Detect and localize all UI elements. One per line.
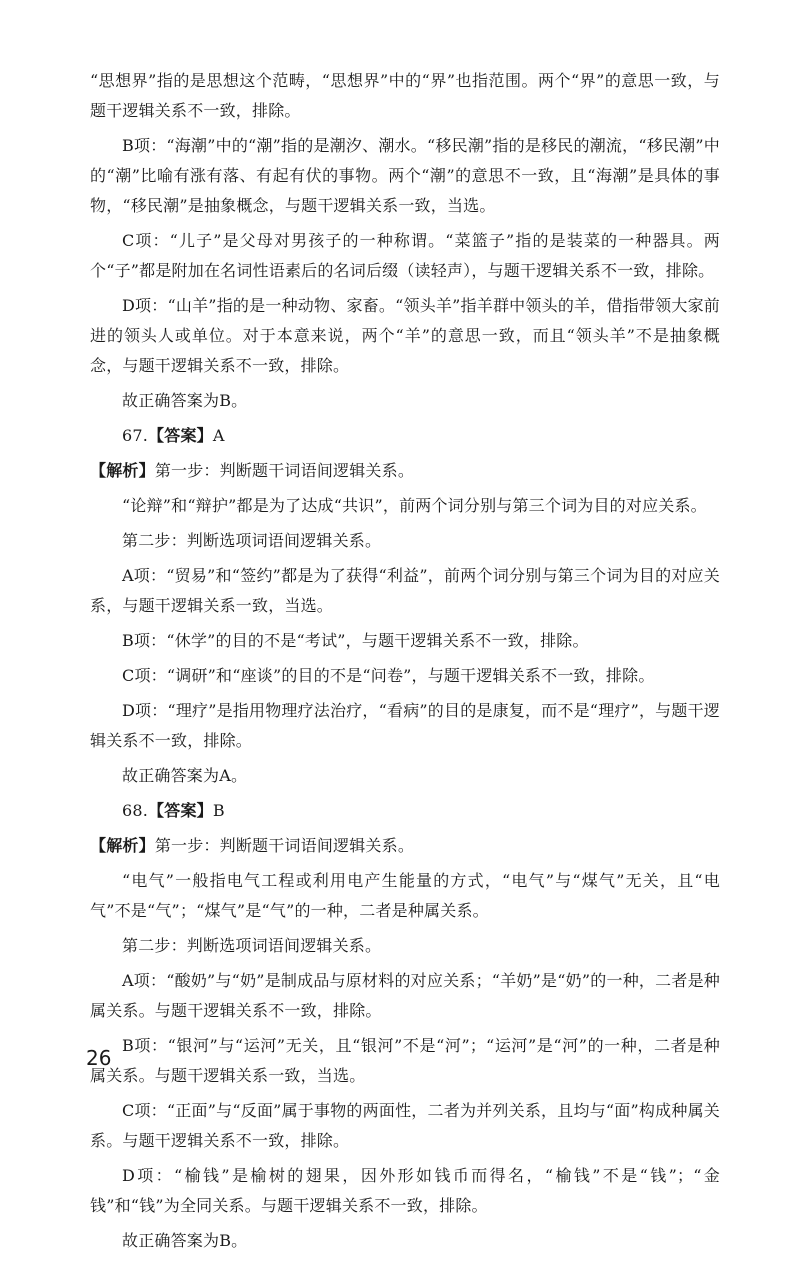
paragraph: “论辩”和“辩护”都是为了达成“共识”，前两个词分别与第三个词为目的对应关系。 [122,496,707,515]
paragraph-option-a: A项：“贸易”和“签约”都是为了获得“利益”，前两个词分别与第三个词为目的对应关系，与题干逻辑关系一致，当选。 [90,566,720,615]
paragraph-option-d: D项：“山羊”指的是一种动物、家畜。“领头羊”指羊群中领头的羊，借指带领大家前进的领头人或单位。对于本意来说，两个“羊”的意思一致，而且“领头羊”不是抽象概念，与题干逻辑关系不一致，排除。 [90,296,720,375]
document-body [90,66,720,1261]
answer-value: A [212,426,225,445]
question-number: 67. [122,426,149,445]
analysis-step: 第一步：判断题干词语间逻辑关系。 [154,836,415,855]
paragraph-option-b: B项：“银河”与“运河”无关，且“银河”不是“河”；“运河”是“河”的一种，二者是种属关系。与题干逻辑关系一致，当选。 [90,1036,720,1085]
analysis-label: 【解析】 [90,461,155,480]
answer-label: 【答案】 [148,426,213,445]
paragraph: 第二步：判断选项词语间逻辑关系。 [122,531,382,550]
paragraph-option-c: C项：“儿子”是父母对男孩子的一种称谓。“菜篮子”指的是装菜的一种器具。两个“子”都是附加在名词性语素后的名词后缀（读轻声），与题干逻辑关系不一致，排除。 [90,231,720,280]
question-67-answer [122,421,720,451]
paragraph: “电气”一般指电气工程或利用电产生能量的方式，“电气”与“煤气”无关，且“电气”不是“气”；“煤气”是“气”的一种，二者是种属关系。 [90,871,720,920]
paragraph-option-b: B项：“海潮”中的“潮”指的是潮汐、潮水。“移民潮”指的是移民的潮流，“移民潮”中的“潮”比喻有涨有落、有起有伏的事物。两个“潮”的意思不一致，且“海潮”是具体的事物，“移民潮”是抽象概念，与题干逻辑关系一致，当选。 [90,136,720,215]
paragraph-option-b: B项：“休学”的目的不是“考试”，与题干逻辑关系不一致，排除。 [122,631,589,650]
analysis-step: 第一步：判断题干词语间逻辑关系。 [154,461,415,480]
question-67-analysis [90,456,720,486]
answer-conclusion: 故正确答案为B。 [122,1231,248,1250]
paragraph-option-d: D项：“理疗”是指用物理疗法治疗，“看病”的目的是康复，而不是“理疗”，与题干逻辑关系不一致，排除。 [90,701,720,750]
paragraph-option-d: D项：“榆钱”是榆树的翅果，因外形如钱币而得名，“榆钱”不是“钱”；“金钱”和“钱”为全同关系。与题干逻辑关系不一致，排除。 [90,1166,720,1215]
paragraph: “思想界”指的是思想这个范畴，“思想界”中的“界”也指范围。两个“界”的意思一致，与题干逻辑关系不一致，排除。 [90,71,720,120]
answer-conclusion: 故正确答案为A。 [122,766,248,785]
question-number: 68. [122,801,149,820]
paragraph-option-a: A项：“酸奶”与“奶”是制成品与原材料的对应关系；“羊奶”是“奶”的一种，二者是种属关系。与题干逻辑关系不一致，排除。 [90,971,720,1020]
answer-conclusion: 故正确答案为B。 [122,391,248,410]
page-number: 26 [86,1046,112,1070]
paragraph-option-c: C项：“正面”与“反面”属于事物的两面性，二者为并列关系，且均与“面”构成种属关系。与题干逻辑关系不一致，排除。 [90,1101,720,1150]
answer-label: 【答案】 [148,801,213,820]
answer-value: B [212,801,225,820]
paragraph-option-c: C项：“调研”和“座谈”的目的不是“问卷”，与题干逻辑关系不一致，排除。 [122,666,655,685]
analysis-label: 【解析】 [90,836,155,855]
question-68-analysis [90,831,720,861]
paragraph: 第二步：判断选项词语间逻辑关系。 [122,936,382,955]
question-68-answer [122,796,720,826]
